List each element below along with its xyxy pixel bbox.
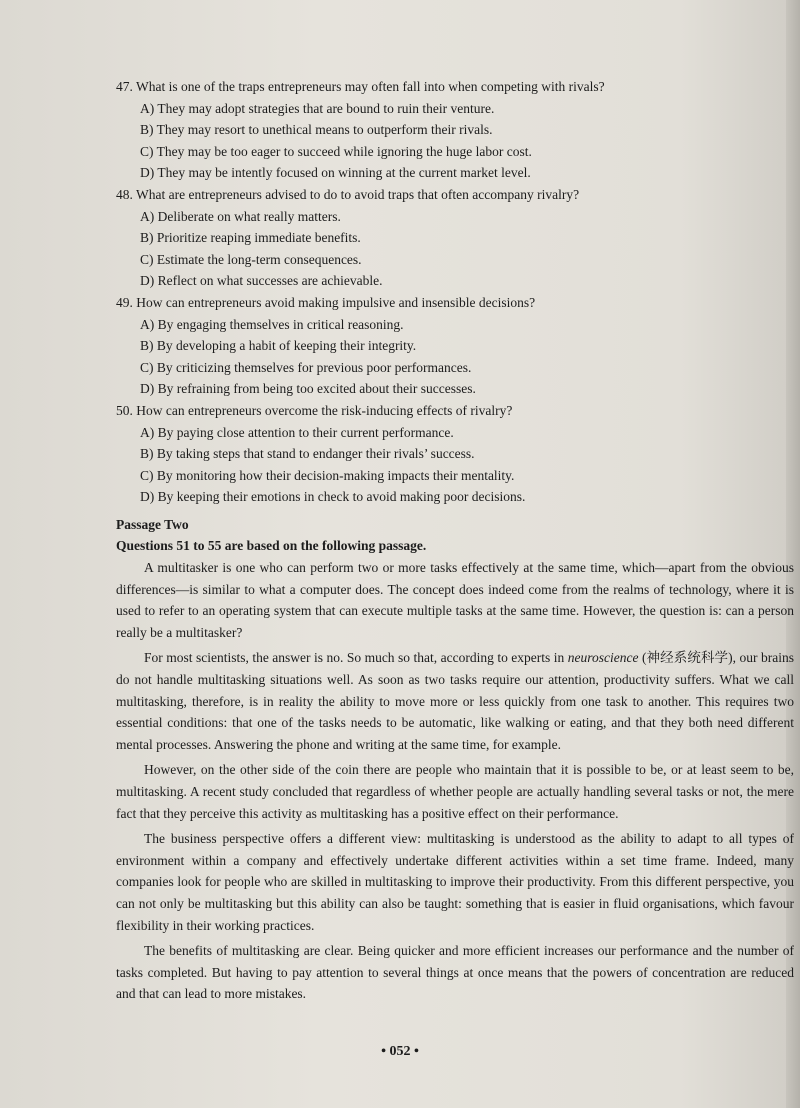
question-stem: 50. How can entrepreneurs overcome the risk-inducing effects of rivalry? xyxy=(116,402,513,418)
question-stem: 48. What are entrepreneurs advised to do to avoid traps that often accompany rivalry? xyxy=(116,186,580,202)
option-d: D) Reflect on what successes are achievable. xyxy=(140,273,383,289)
passage-instruction: Questions 51 to 55 are based on the following passage. xyxy=(116,538,427,554)
question-stem: 47. What is one of the traps entrepreneurs may often fall into when competing with rivals? xyxy=(116,79,605,94)
glossed-term: neuroscience xyxy=(567,650,639,666)
option-d: D) They may be intently focused on winning at the current market level. xyxy=(140,165,531,181)
question-stem: 49. How can entrepreneurs avoid making impulsive and insensible decisions? xyxy=(116,294,536,310)
paragraph-4: The business perspective offers a different view: multitasking is understood as the ability to adapt to all types of environment within a company and effectively undertake different activities within a set time frame. Indeed, many companies look for people who are skilled in multitasking to improve their productivity. From this different perspective, you can not only be multitasking but this ability can also be taught: something that is easier in fluid organisations, which favour flexibility in their working practices. xyxy=(116,831,794,933)
paragraph-2-text-end: , our brains do not handle multitasking situations well. As soon as two tasks require our attention, productivity suffers. What we call multitasking, therefore, is in reality the ability to move more or less quickly from one task to another. This requires two essential conditions: that one of the tasks needs to be automatic, like walking or eating, and that they both need different mental processes. Answering the phone and writing at the same time, for example. xyxy=(116,650,794,752)
option-b: B) Prioritize reaping immediate benefits. xyxy=(140,230,361,246)
option-a: A) Deliberate on what really matters. xyxy=(140,208,341,224)
question-48 xyxy=(116,184,794,292)
option-c: C) By monitoring how their decision-making impacts their mentality. xyxy=(140,467,515,483)
question-50 xyxy=(116,400,794,508)
page-content xyxy=(116,76,794,1009)
option-b: B) By developing a habit of keeping their integrity. xyxy=(140,338,417,354)
option-a: A) They may adopt strategies that are bound to ruin their venture. xyxy=(140,100,495,116)
option-d: D) By keeping their emotions in check to avoid making poor decisions. xyxy=(140,489,526,505)
option-b: B) They may resort to unethical means to outperform their rivals. xyxy=(140,122,493,138)
term-gloss: (神经系统科学) xyxy=(638,650,733,666)
option-c: C) Estimate the long-term consequences. xyxy=(140,251,362,267)
paragraph-5: The benefits of multitasking are clear. Being quicker and more efficient increases our performance and the number of tasks completed. But having to pay attention to several things at once means that the powers of concentration are reduced and that can lead to more mistakes. xyxy=(116,943,794,1002)
option-d: D) By refraining from being too excited about their successes. xyxy=(140,381,476,397)
question-47 xyxy=(116,76,794,184)
option-c: C) They may be too eager to succeed while ignoring the huge labor cost. xyxy=(140,143,532,159)
paragraph-3: However, on the other side of the coin there are people who maintain that it is possible to be, or at least seem to be, multitasking. A recent study concluded that regardless of whether people are actually handling several tasks or not, the mere fact that they perceive this activity as multitasking has a positive effect on their performance. xyxy=(116,762,794,821)
passage-title: Passage Two xyxy=(116,516,189,532)
option-a: A) By paying close attention to their current performance. xyxy=(140,424,454,440)
option-c: C) By criticizing themselves for previous poor performances. xyxy=(140,359,472,375)
page-number: • 052 • xyxy=(381,1044,419,1059)
paragraph-2-text-start: For most scientists, the answer is no. So much so that, according to experts in xyxy=(144,650,568,666)
option-a: A) By engaging themselves in critical reasoning. xyxy=(140,316,404,332)
question-49 xyxy=(116,292,794,400)
option-b: B) By taking steps that stand to endanger their rivals’ success. xyxy=(140,446,475,462)
paragraph-1: A multitasker is one who can perform two or more tasks effectively at the same time, which—apart from the obvious differences—is similar to what a computer does. The concept does indeed come from the realms of technology, where it is used to refer to an operating system that can execute multiple tasks at the same time. However, the question is: can a person really be a multitasker? xyxy=(116,560,794,640)
paragraph-2 xyxy=(116,647,794,755)
